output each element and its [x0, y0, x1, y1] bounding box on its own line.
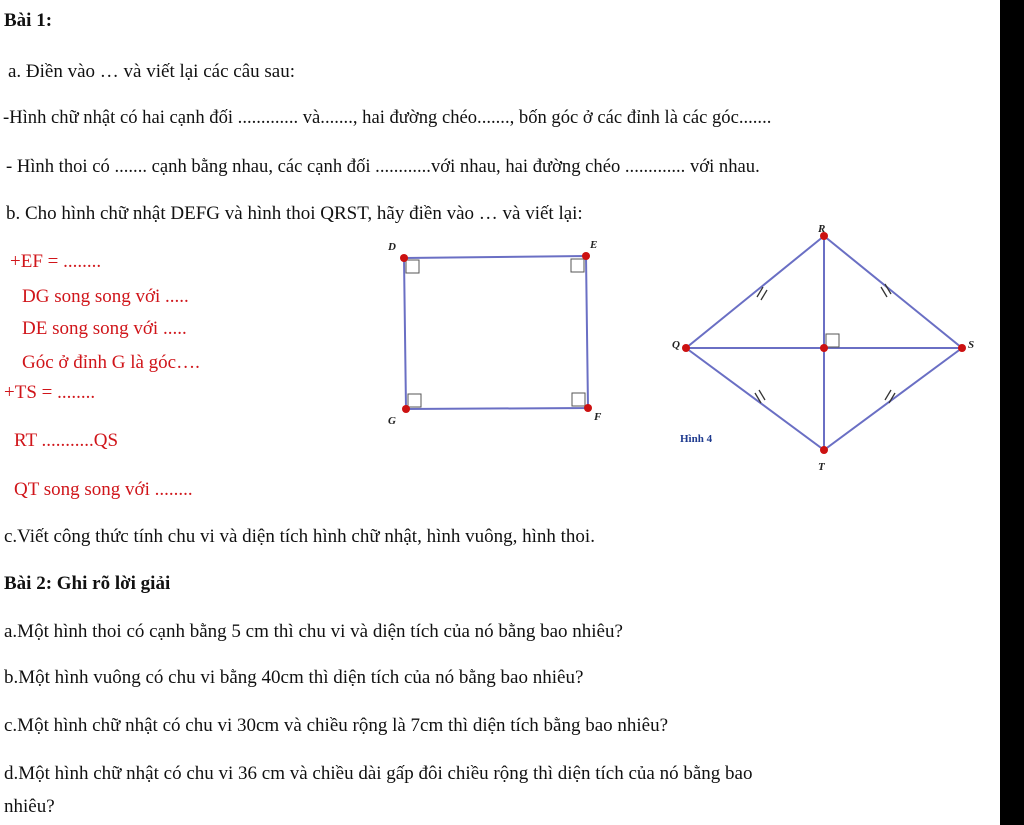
bai1-a-line2: - Hình thoi có ....... cạnh bằng nhau, các cạnh đối ............với nhau, hai đường chéo ............. với nhau.	[6, 156, 760, 177]
label-s: S	[968, 339, 975, 351]
bai1-a-intro: a. Điền vào … và viết lại các câu sau:	[8, 61, 295, 82]
item-de: DE song song với .....	[22, 318, 187, 339]
label-q: Q	[672, 339, 680, 351]
item-qt: QT song song với ........	[14, 479, 193, 500]
item-goc: Góc ở đỉnh G là góc….	[22, 352, 200, 373]
right-angle-markers	[406, 259, 585, 407]
right-edge-bar	[1000, 0, 1024, 825]
label-e: E	[590, 239, 598, 251]
bai1-title: Bài 1:	[4, 10, 53, 31]
vertex-points	[400, 252, 592, 413]
rectangle-defg-figure	[380, 236, 610, 436]
label-f: F	[594, 411, 602, 423]
figure-caption: Hình 4	[680, 433, 713, 445]
item-ef: +EF = ........	[10, 251, 102, 272]
rectangle-outline	[404, 256, 588, 409]
label-t: T	[818, 461, 825, 473]
item-ts: +TS = ........	[4, 382, 96, 403]
item-dg: DG song song với .....	[22, 286, 189, 307]
bai2-title: Bài 2: Ghi rõ lời giải	[4, 573, 171, 594]
item-rt: RT ...........QS	[14, 430, 119, 451]
bai2-d-line1: d.Một hình chữ nhật có chu vi 36 cm và chiều dài gấp đôi chiều rộng thì diện tích của nó bằng bao	[4, 763, 753, 784]
label-r: R	[818, 224, 826, 235]
bai2-d-line2: nhiêu?	[4, 796, 55, 817]
bai2-c: c.Một hình chữ nhật có chu vi 30cm và chiều rộng là 7cm thì diện tích bằng bao nhiêu?	[4, 715, 669, 736]
label-d: D	[388, 241, 396, 253]
bai1-b-intro: b. Cho hình chữ nhật DEFG và hình thoi QRST, hãy điền vào … và viết lại:	[6, 203, 583, 224]
right-angle-marker	[826, 334, 839, 347]
bai1-c-line: c.Viết công thức tính chu vi và diện tích hình chữ nhật, hình vuông, hình thoi.	[4, 526, 595, 547]
rhombus-qrst-figure	[660, 224, 980, 488]
label-g: G	[388, 415, 396, 427]
bai2-b: b.Một hình vuông có chu vi bằng 40cm thì diện tích của nó bằng bao nhiêu?	[4, 667, 584, 688]
bai1-a-line1: -Hình chữ nhật có hai cạnh đối ............. và......., hai đường chéo......., bốn góc ở các đỉnh là các góc.......	[3, 107, 772, 128]
bai2-a: a.Một hình thoi có cạnh bằng 5 cm thì chu vi và diện tích của nó bằng bao nhiêu?	[4, 621, 623, 642]
